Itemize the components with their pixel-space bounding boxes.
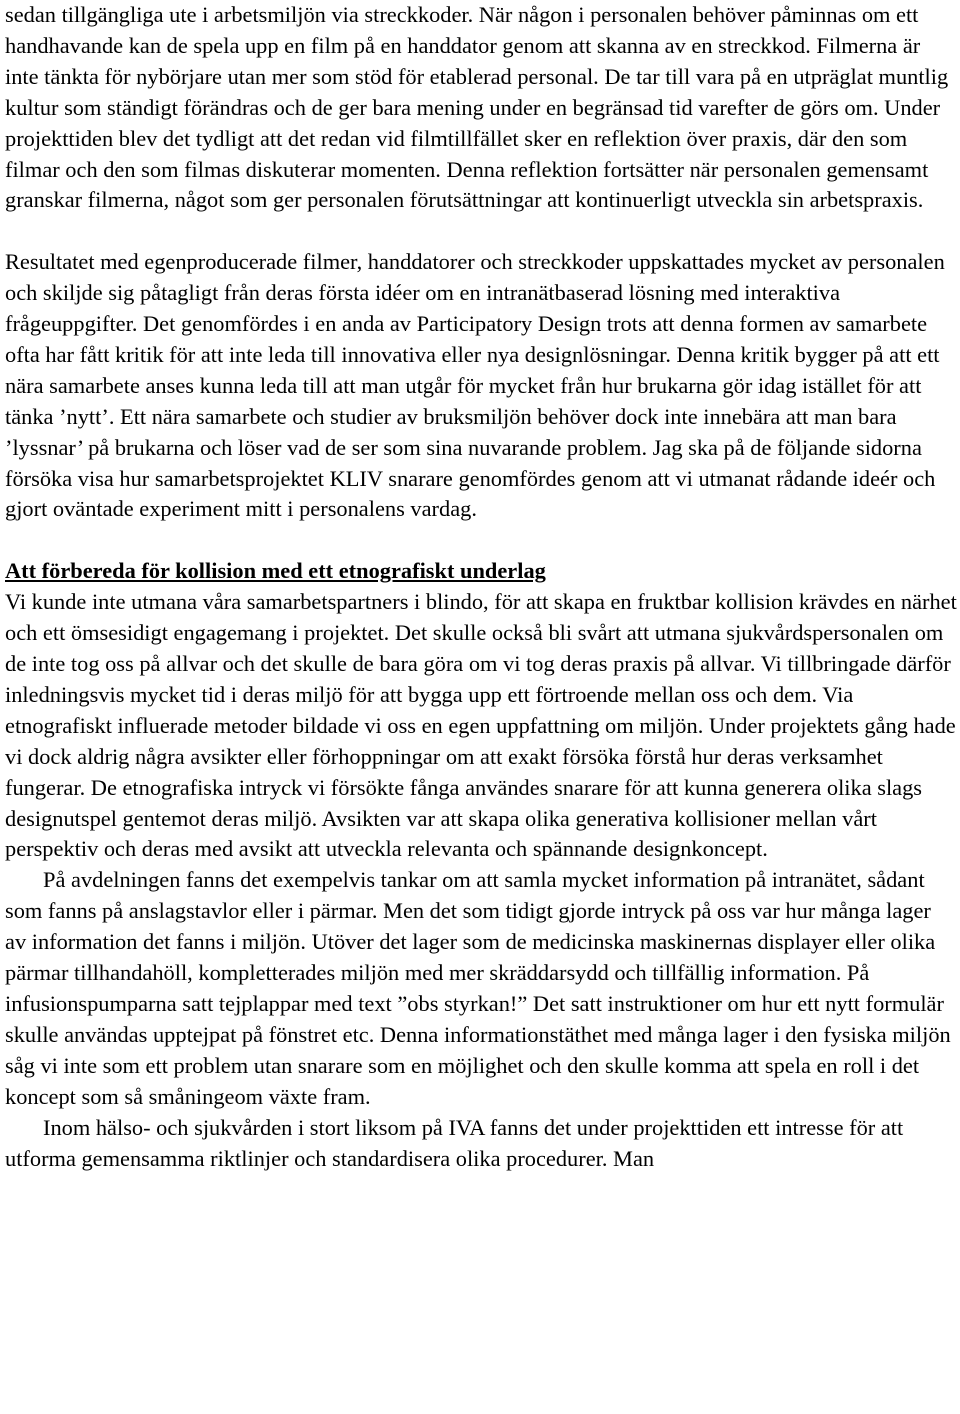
paragraph-3: Vi kunde inte utmana våra samarbetspartners i blindo, för att skapa en fruktbar kollision krävdes en närhet och ett ömsesidigt engagemang i projektet. Det skulle också bli svårt att utmana sjukvårdspersonalen om de inte tog oss på allvar och det skulle de bara göra om vi tog deras praxis på allvar. Vi tillbringade därför inledningsvis mycket tid i deras miljö för att bygga upp ett förtroende mellan oss och dem. Via etnografiskt influerade metoder bildade vi oss en egen uppfattning om miljön. Under projektets gång hade vi dock aldrig några avsikter eller förhoppningar om att exakt försöka förstå hur deras verksamhet fungerar. De etnografiska intryck vi försökte fånga användes snarare för att kunna generera olika slags designutspel gentemot deras miljö. Avsikten var att skapa olika generativa kollisioner mellan vårt perspektiv och deras med avsikt att utveckla relevanta och spännande designkoncept. xyxy=(5,589,957,862)
section-heading: Att förbereda för kollision med ett etnografiskt underlag xyxy=(5,558,546,584)
paragraph-gap xyxy=(5,216,957,247)
paragraph-4: På avdelningen fanns det exempelvis tankar om att samla mycket information på intranätet, sådant som fanns på anslagstavlor eller i pärmar. Men det som tidigt gjorde intryck på oss var hur många lager av information det fanns i miljön. Utöver det lager som de medicinska maskinernas displayer eller olika pärmar tillhandahöll, kompletterades miljön med mer skräddarsydd och tillfällig information. På infusionspumparna satt tejplappar med text ”obs styrkan!” Det satt instruktioner om hur ett nytt formulär skulle användas upptejpat på fönstret etc. Denna informationstäthet med många lager i den fysiska miljön såg vi inte som ett problem utan snarare som en möjlighet och den skulle komma att spela en roll i det koncept som så småningeom växte fram. xyxy=(5,867,951,1109)
paragraph-1: sedan tillgängliga ute i arbetsmiljön via streckkoder. När någon i personalen behöver påminnas om ett handhavande kan de spela upp en film på en handdator genom att skanna av en streckkod. Filmerna är inte tänkta för nybörjare utan mer som stöd för etablerad personal. De tar till vara på en utpräglat muntlig kultur som ständigt förändras och de ger bara mening under en begränsad tid varefter de görs om. Under projekttiden blev det tydligt att det redan vid filmtillfället sker en reflektion över praxis, där den som filmar och den som filmas diskuterar momenten. Denna reflektion fortsätter när personalen gemensamt granskar filmerna, något som ger personalen förutsättningar att kontinuerligt utveckla sin arbetspraxis. xyxy=(5,2,949,213)
paragraph-2: Resultatet med egenproducerade filmer, handdatorer och streckkoder uppskattades mycket av personalen och skiljde sig påtagligt från deras första idéer om en intranätbaserad lösning med interaktiva frågeuppgifter. Det genomfördes i en anda av Participatory Design trots att denna formen av samarbete ofta har fått kritik för att inte leda till innovativa eller nya designlösningar. Denna kritik bygger på att ett nära samarbete anses kunna leda till att man utgår för mycket från hur brukarna gör idag istället för att tänka ’nytt’. Ett nära samarbete och studier av bruksmiljön behöver dock inte innebära att man bara ’lyssnar’ på brukarna och löser vad de ser som sina nuvarande problem. Jag ska på de följande sidorna försöka visa hur samarbetsprojektet KLIV snarare genomfördes genom att vi utmanat rådande ideér och gjort oväntade experiment mitt i personalens vardag. xyxy=(5,249,945,522)
paragraph-gap xyxy=(5,525,957,556)
document-page xyxy=(5,0,957,1174)
paragraph-5: Inom hälso- och sjukvården i stort liksom på IVA fanns det under projekttiden ett intresse för att utforma gemensamma riktlinjer och standardisera olika procedurer. Man xyxy=(5,1114,904,1171)
